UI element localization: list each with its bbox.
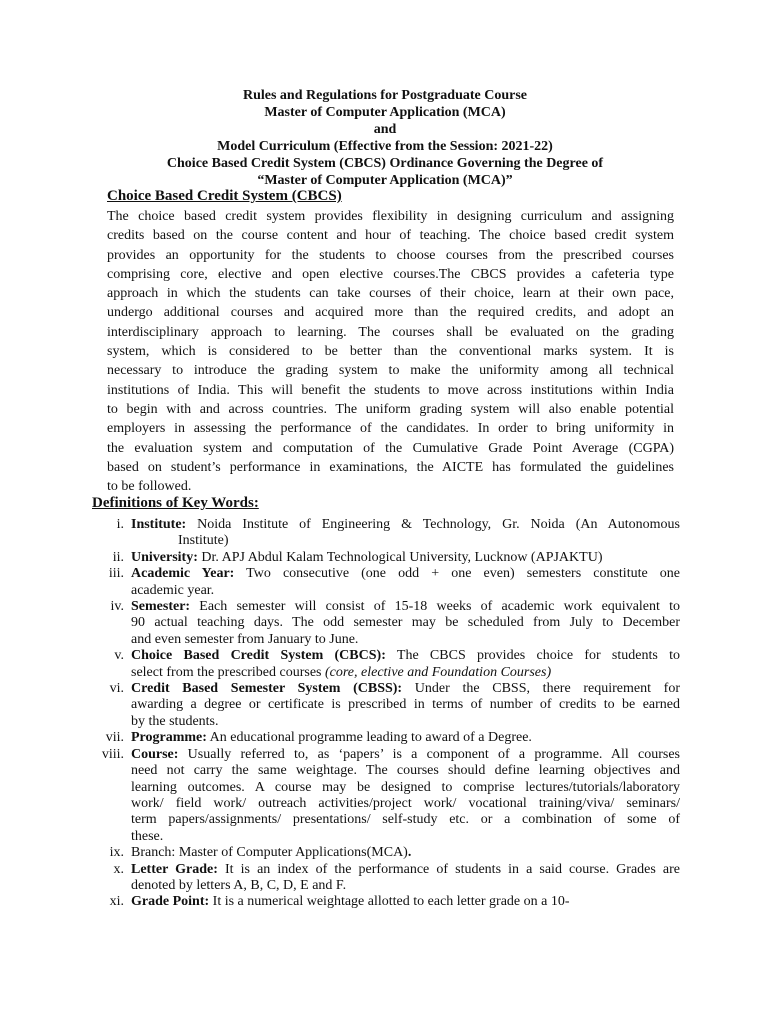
definition-term: Letter Grade: bbox=[131, 861, 218, 877]
definitions-heading: Definitions of Key Words: bbox=[92, 495, 259, 511]
definition-term: Academic Year: bbox=[131, 566, 235, 582]
definition-line: Grade Point: It is a numerical weightage allotted to each letter grade on a 10- bbox=[131, 894, 570, 910]
definition-number: ix. bbox=[109, 845, 124, 861]
paragraph-line: necessary to introduce the grading system to make the uniformity among all technical bbox=[107, 363, 674, 379]
paragraph-line: approach in which the students can take courses of their choice, learn at their own pace, bbox=[107, 286, 674, 302]
definition-number: viii. bbox=[101, 746, 124, 762]
definition-line: Choice Based Credit System (CBCS): The CBCS provides choice for students to bbox=[131, 648, 680, 664]
definition-line: awarding a degree or certificate is prescribed in terms of number of credits to be earned bbox=[131, 697, 680, 713]
definition-number: x. bbox=[113, 861, 124, 877]
definition-number: vi. bbox=[109, 681, 124, 697]
definition-line: 90 actual teaching days. The odd semester may be scheduled from July to December bbox=[131, 615, 680, 631]
definition-item bbox=[90, 517, 680, 550]
paragraph-line: based on student’s performance in examinations, the AICTE has formulated the guidelines bbox=[107, 459, 674, 475]
definition-number: vii. bbox=[105, 730, 124, 746]
title-line: and bbox=[373, 122, 397, 137]
definition-item bbox=[90, 550, 680, 566]
definition-item bbox=[90, 862, 680, 895]
definition-term: Grade Point: bbox=[131, 894, 210, 910]
title-line: Master of Computer Application (MCA) bbox=[264, 105, 506, 120]
paragraph-line: undergo additional courses and acquired more than the required credits, and adopt an bbox=[107, 305, 674, 321]
definition-line: need not carry the same weightage. The courses should define learning objectives and bbox=[131, 763, 680, 779]
definition-item bbox=[90, 599, 680, 648]
definition-item bbox=[90, 845, 680, 861]
definitions-list bbox=[90, 517, 680, 911]
definition-line: Academic Year: Two consecutive (one odd + one even) semesters constitute one bbox=[131, 566, 681, 582]
definition-item bbox=[90, 894, 680, 910]
definition-item bbox=[90, 566, 680, 599]
paragraph-line: The choice based credit system provides flexibility in designing curriculum and assigning bbox=[107, 209, 674, 224]
definition-term: Choice Based Credit System (CBCS): bbox=[131, 648, 386, 664]
definition-line: Institute: Noida Institute of Engineering & Technology, Gr. Noida (An Autonomous bbox=[131, 517, 680, 532]
definition-line: University: Dr. APJ Abdul Kalam Technological University, Lucknow (APJAKTU) bbox=[131, 549, 603, 565]
definition-line: denoted by letters A, B, C, D, E and F. bbox=[131, 877, 347, 893]
definition-item bbox=[90, 681, 680, 730]
title-line: Model Curriculum (Effective from the Session: 2021-22) bbox=[217, 139, 553, 154]
definition-number: iii. bbox=[108, 566, 124, 582]
definition-line: Institute) bbox=[178, 533, 229, 549]
definition-item bbox=[90, 730, 680, 746]
definition-number: i. bbox=[116, 517, 124, 532]
paragraph-line: to begin with and across countries. The uniform grading system will also enable potential bbox=[107, 401, 674, 417]
definition-line: Credit Based Semester System (CBSS): Under the CBSS, there requirement for bbox=[131, 681, 680, 697]
paragraph-line: provides an opportunity for the students to choose courses from the prescribed courses bbox=[107, 247, 674, 263]
definition-line: and even semester from January to June. bbox=[131, 631, 359, 647]
definition-line: these. bbox=[131, 828, 164, 844]
definition-line: academic year. bbox=[131, 582, 215, 598]
definition-number: xi. bbox=[109, 894, 124, 910]
definition-number: ii. bbox=[112, 549, 124, 565]
definition-line: term papers/assignments/ presentations/ self-study etc. or a combination of some of bbox=[131, 812, 680, 828]
paragraph-line: comprising core, elective and open elective courses.The CBCS provides a cafeteria type bbox=[107, 266, 674, 282]
paragraph-line: institutions of India. This will benefit the students to move across institutions within India bbox=[107, 382, 674, 398]
paragraph-line: to be followed. bbox=[107, 479, 192, 495]
title-line: Choice Based Credit System (CBCS) Ordinance Governing the Degree of bbox=[166, 156, 604, 171]
cbcs-paragraph bbox=[107, 207, 674, 496]
definition-term: Course: bbox=[131, 746, 179, 762]
definition-term: Semester: bbox=[131, 599, 191, 615]
definition-term: University: bbox=[131, 549, 198, 565]
definition-line: learning outcomes. A course may be designed to comprise lectures/tutorials/laboratory bbox=[131, 779, 680, 795]
definition-line: Semester: Each semester will consist of 15-18 weeks of academic work equivalent to bbox=[131, 599, 680, 615]
definition-line: Course: Usually referred to, as ‘papers’ is a component of a programme. All courses bbox=[131, 746, 680, 762]
paragraph-line: employers in assessing the performance of the candidates. In order to bring uniformity in bbox=[107, 421, 674, 437]
title-line: “Master of Computer Application (MCA)” bbox=[257, 173, 513, 188]
definition-number: iv. bbox=[110, 599, 124, 615]
definition-line: Branch: Master of Computer Applications(MCA). bbox=[131, 845, 412, 861]
paragraph-line: the evaluation system and computation of the Cumulative Grade Point Average (CGPA) bbox=[107, 440, 674, 456]
paragraph-line: system, which is considered to be better than the conventional marks system. It is bbox=[107, 344, 674, 360]
definition-item bbox=[90, 747, 680, 845]
document-title-block bbox=[90, 87, 680, 189]
definition-line: Programme: An educational programme leading to award of a Degree. bbox=[131, 730, 532, 746]
definition-term: Credit Based Semester System (CBSS): bbox=[131, 681, 403, 697]
paragraph-line: credits based on the course content and hour of teaching. The choice based credit system bbox=[107, 228, 674, 244]
definition-number: v. bbox=[114, 648, 124, 664]
cbcs-heading: Choice Based Credit System (CBCS) bbox=[107, 188, 342, 204]
definition-item bbox=[90, 648, 680, 681]
definition-line: by the students. bbox=[131, 713, 219, 729]
definition-line: work/ field work/ outreach activities/project work/ vocational training/viva/ seminars/ bbox=[131, 795, 680, 811]
paragraph-line: interdisciplinary approach to learning. The courses shall be evaluated on the grading bbox=[107, 324, 674, 340]
title-line: Rules and Regulations for Postgraduate Course bbox=[242, 88, 528, 103]
definition-term: Institute: bbox=[131, 517, 187, 532]
definition-line: Letter Grade: It is an index of the performance of students in a said course. Grades are bbox=[131, 861, 681, 877]
definition-term: Programme: bbox=[131, 730, 207, 746]
definition-line: select from the prescribed courses (core, elective and Foundation Courses) bbox=[131, 664, 552, 680]
